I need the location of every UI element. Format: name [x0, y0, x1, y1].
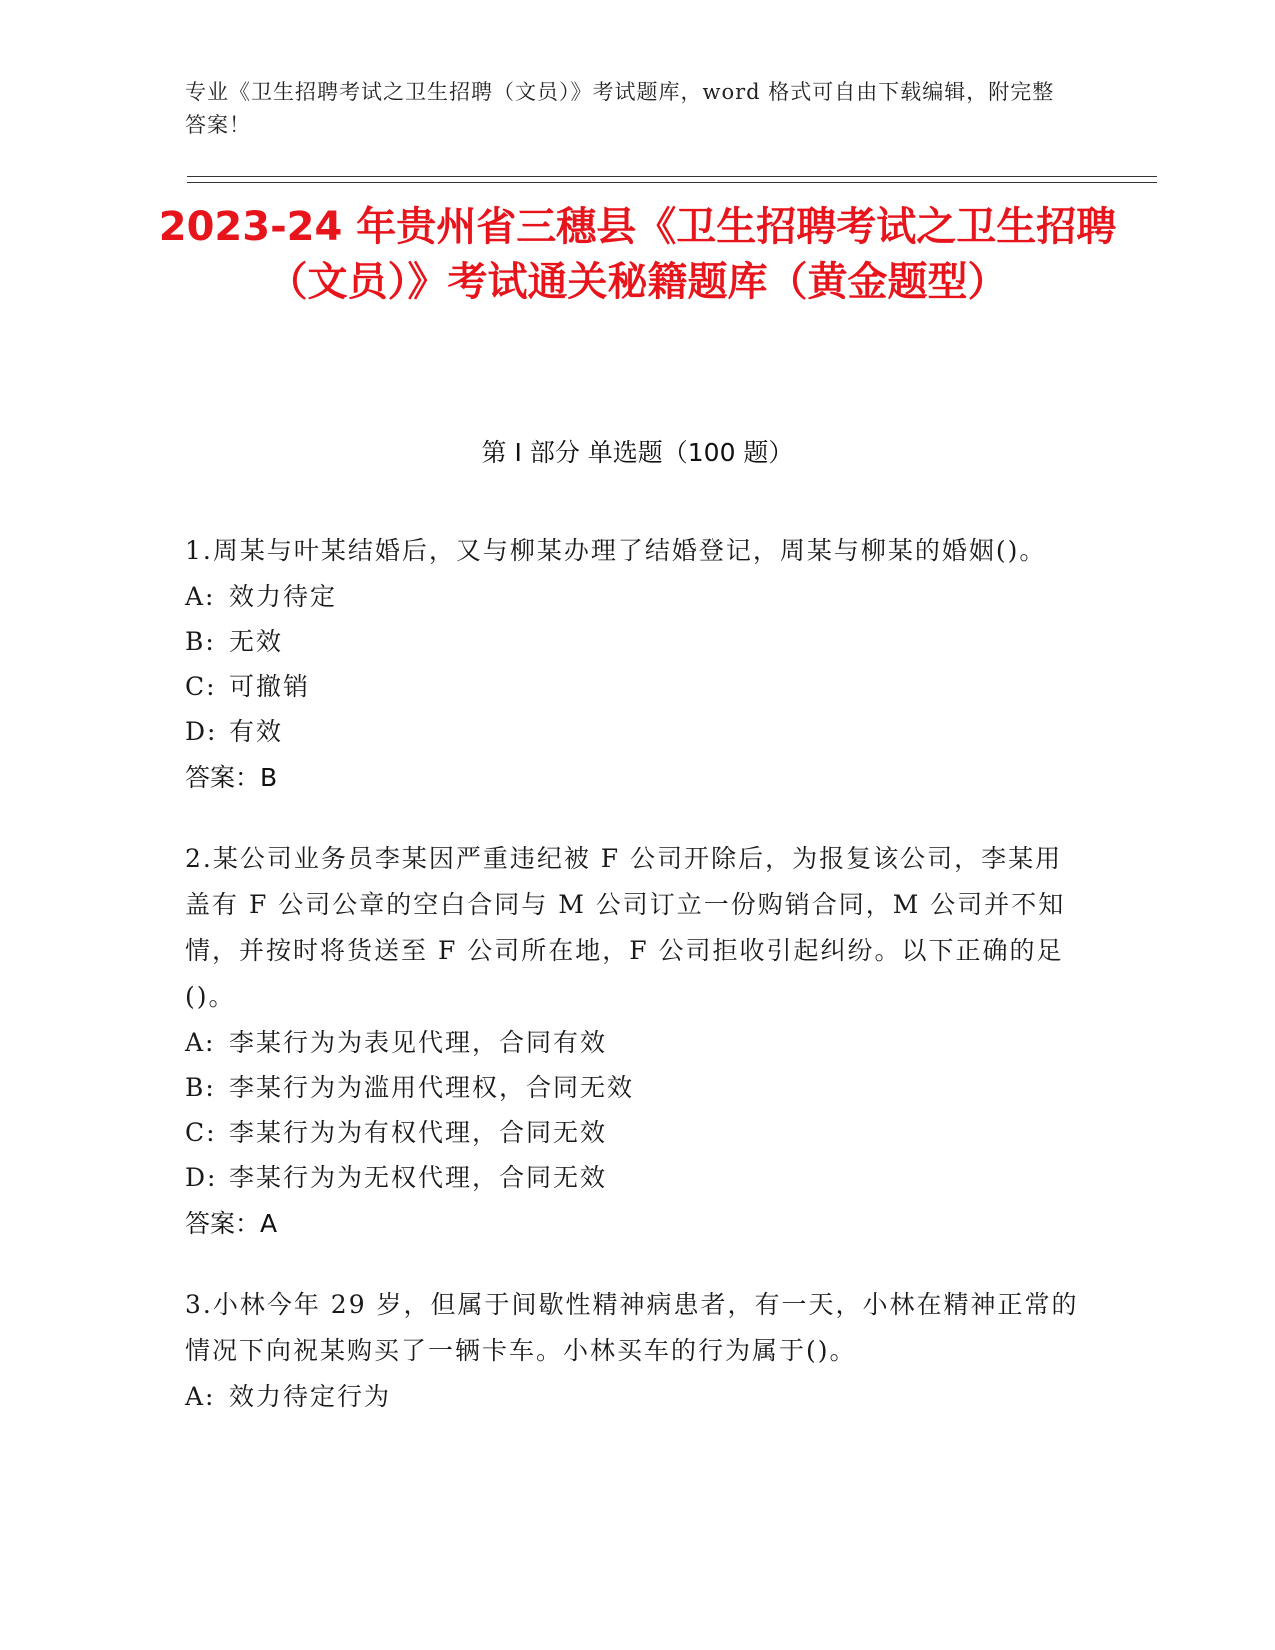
answer-option	[185, 1155, 1080, 1200]
answer-option	[185, 709, 1080, 754]
question-item	[185, 1282, 1080, 1419]
header-note: 专业《卫生招聘考试之卫生招聘（文员）》考试题库，word 格式可自由下载编辑，附完整答案！	[185, 80, 1055, 137]
option-text: 李某行为为表见代理，合同有效	[229, 1028, 608, 1057]
option-text: 李某行为为无权代理，合同无效	[229, 1163, 608, 1192]
question-stem: 2.某公司业务员李某因严重违纪被 F 公司开除后，为报复该公司，李某用盖有 F 公司公章的空白合同与 M 公司订立一份购销合同，M 公司并不知情，并按时将货送至 F 公司所在地，F 公司拒收引起纠纷。以下正确的足()。	[185, 844, 1066, 1011]
answer-key: 答案：A	[185, 1209, 278, 1238]
option-text: 无效	[229, 627, 284, 656]
option-letter: D:	[185, 1163, 218, 1192]
question-list	[185, 528, 1080, 1453]
option-letter: A:	[185, 582, 216, 611]
option-letter: C:	[185, 1118, 217, 1147]
question-stem: 3.小林今年 29 岁，但属于间歇性精神病患者，有一天，小林在精神正常的情况下向祝某购买了一辆卡车。小林买车的行为属于()。	[185, 1290, 1079, 1365]
option-text: 李某行为为滥用代理权，合同无效	[229, 1073, 635, 1102]
option-text: 有效	[229, 717, 284, 746]
answer-option	[185, 619, 1080, 664]
option-letter: D:	[185, 717, 218, 746]
question-item	[185, 528, 1080, 802]
option-text: 李某行为为有权代理，合同无效	[229, 1118, 608, 1147]
question-stem: 1.周某与叶某结婚后，又与柳某办理了结婚登记，周某与柳某的婚姻()。	[185, 536, 1047, 565]
option-letter: C:	[185, 672, 217, 701]
option-letter: A:	[185, 1382, 216, 1411]
question-item	[185, 836, 1080, 1248]
answer-option	[185, 1374, 1080, 1419]
section-heading: 第 I 部分 单选题（100 题）	[481, 438, 794, 467]
document-title: 2023-24 年贵州省三穗县《卫生招聘考试之卫生招聘（文员）》考试通关秘籍题库（黄金题型）	[158, 204, 1117, 305]
answer-option	[185, 574, 1080, 619]
option-text: 效力待定行为	[229, 1382, 392, 1411]
option-letter: B:	[185, 1073, 216, 1102]
option-text: 效力待定	[229, 582, 338, 611]
option-letter: B:	[185, 627, 216, 656]
answer-option	[185, 664, 1080, 709]
answer-key: 答案：B	[185, 763, 278, 792]
option-text: 可撤销	[229, 672, 311, 701]
answer-option	[185, 1110, 1080, 1155]
answer-option	[185, 1065, 1080, 1110]
header-divider	[187, 176, 1157, 177]
option-letter: A:	[185, 1028, 216, 1057]
answer-option	[185, 1020, 1080, 1065]
header-divider-secondary	[187, 182, 1157, 183]
